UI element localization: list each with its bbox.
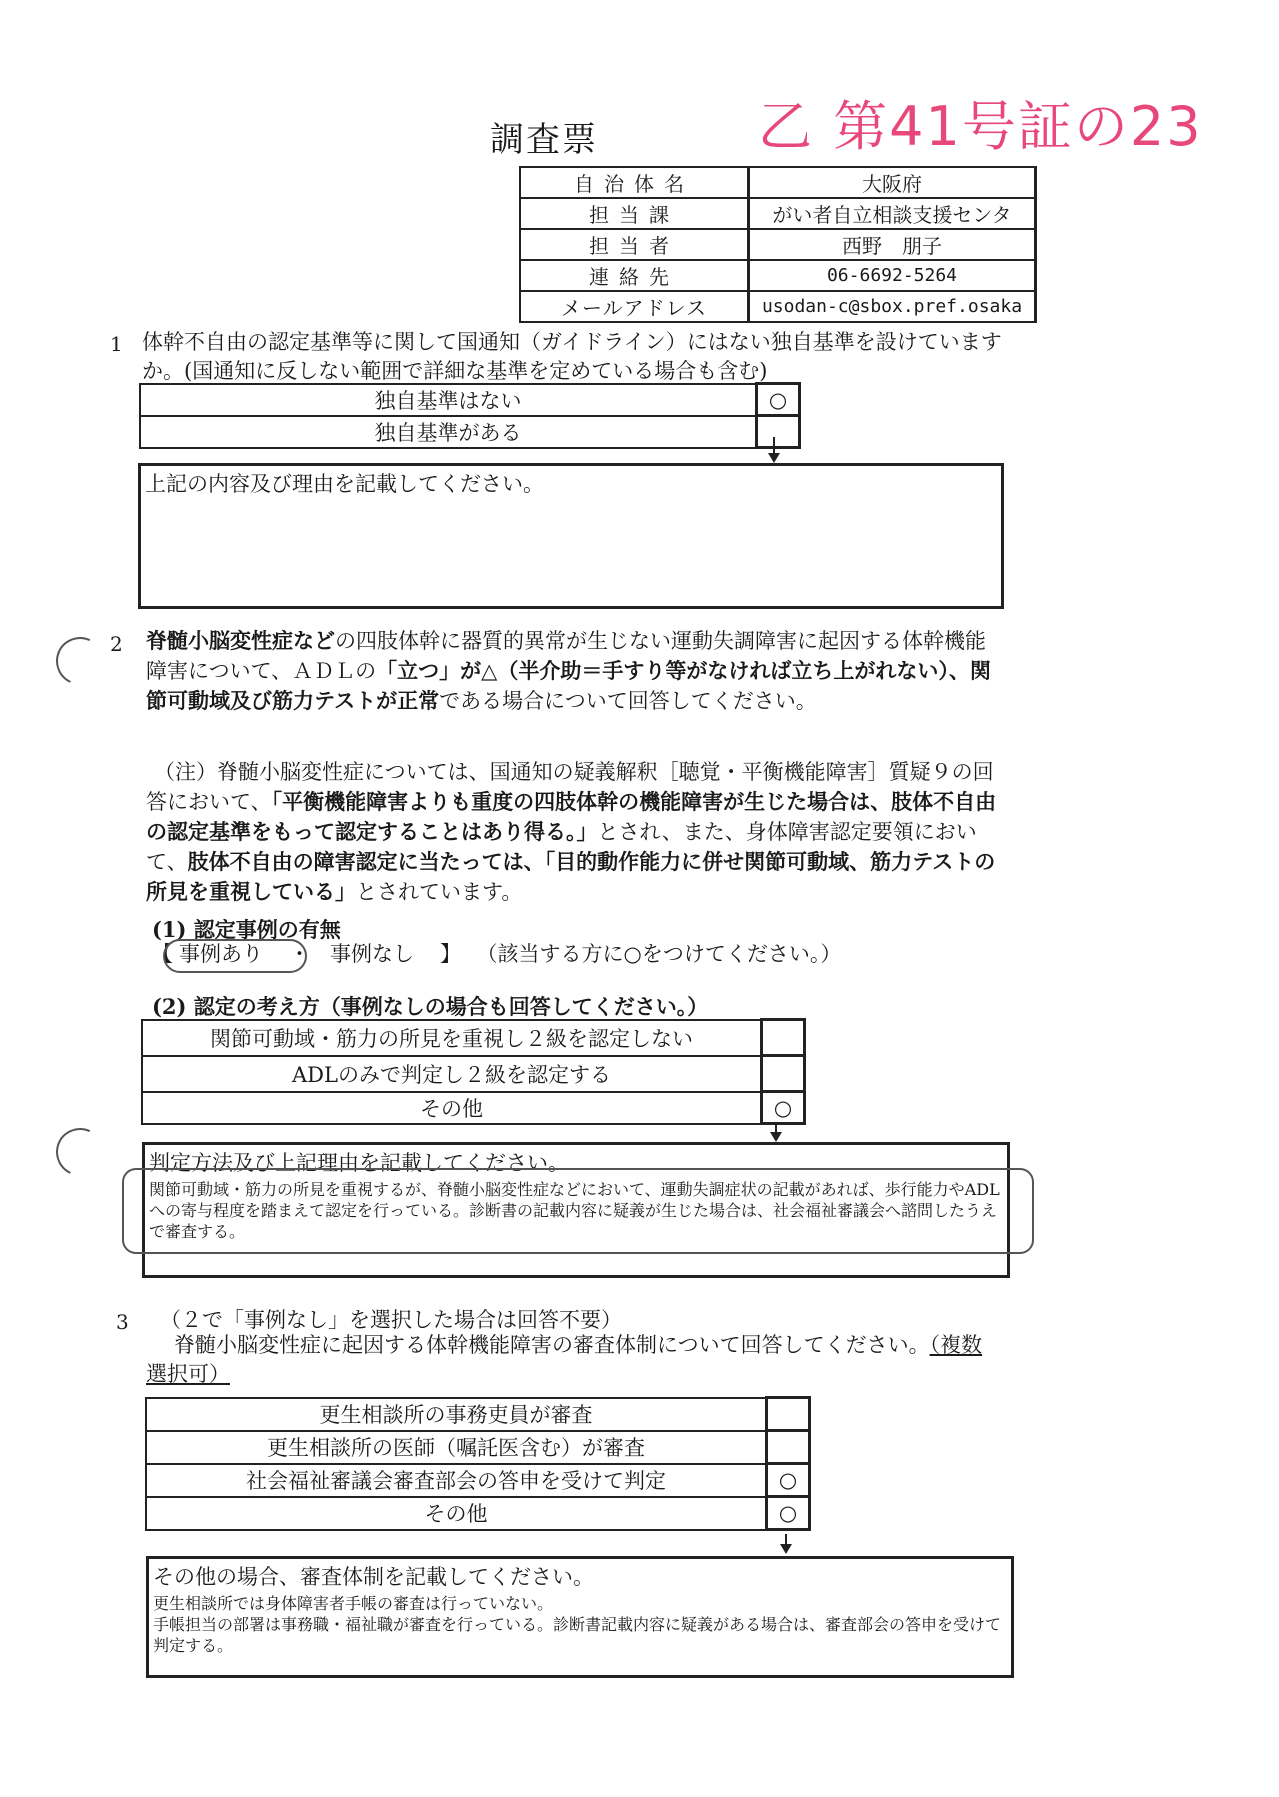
q2-box-answer: 関節可動域・筋力の所見を重視するが、脊髄小脳変性症などにおいて、運動失調症状の記載があれば、歩行能力やADLへの寄与程度を踏まえて認定を行っている。診断書の記載内容に疑義が生じた場合は、社会福祉審議会へ諮問したうえで審査する。 bbox=[149, 1180, 1000, 1241]
info-row-department: 担当課 がい者自立相談支援センタ bbox=[520, 198, 1036, 229]
q3-option-row: 社会福祉審議会審査部会の答申を受けて判定 ○ bbox=[146, 1464, 810, 1497]
q1-arrow-head bbox=[768, 453, 780, 463]
q3-answer-box[interactable] bbox=[146, 1556, 1014, 1678]
punch-hole bbox=[49, 630, 111, 692]
q3-arrow-head bbox=[780, 1544, 792, 1554]
phone-value: 06-6692-5264 bbox=[749, 260, 1036, 291]
q3-box-answer-1: 更生相談所では身体障害者手帳の審査は行っていない。 bbox=[153, 1594, 554, 1613]
q3-condition: （２で「事例なし」を選択した場合は回答不要） bbox=[160, 1308, 622, 1332]
email-value: usodan-c@sbox.pref.osaka bbox=[749, 291, 1036, 322]
selected-choice-oval bbox=[163, 939, 307, 973]
q1-option-mark[interactable] bbox=[757, 416, 800, 448]
q2-choice-yes[interactable]: 事例あり bbox=[179, 942, 263, 966]
q2-option-mark[interactable] bbox=[762, 1020, 805, 1056]
q3-option-row: その他 ○ bbox=[146, 1497, 810, 1530]
q1-text: 体幹不自由の認定基準等に関して国通知（ガイドライン）にはない独自基準を設けていますか。(国通知に反しない範囲で詳細な基準を定めている場合も含む) bbox=[142, 330, 1002, 383]
q2-choice-no[interactable]: 事例なし bbox=[330, 942, 414, 966]
q3-options-table bbox=[145, 1396, 811, 1531]
q3-option-mark[interactable]: ○ bbox=[767, 1497, 810, 1530]
info-row-municipality: 自治体名 大阪府 bbox=[520, 167, 1036, 198]
person-value: 西野 朋子 bbox=[749, 229, 1036, 260]
q2-option-mark[interactable]: ○ bbox=[762, 1092, 805, 1124]
page-title: 調査票 bbox=[490, 120, 598, 160]
q2-option-row: その他 ○ bbox=[142, 1092, 805, 1124]
q1-number: 1 bbox=[110, 332, 123, 356]
q2-sub1-choices: 【 事例あり ・ 事例なし 】 （該当する方に○をつけてください。） bbox=[152, 942, 842, 966]
q1-answer-box[interactable] bbox=[138, 463, 1004, 609]
q3-box-label: その他の場合、審査体制を記載してください。 bbox=[153, 1565, 594, 1589]
q3-option-row: 更生相談所の事務吏員が審査 bbox=[146, 1398, 810, 1431]
answer-highlight-oval bbox=[122, 1168, 1034, 1254]
q2-note: （注）脊髄小脳変性症については、国通知の疑義解釈［聴覚・平衡機能障害］質疑９の回答において、「平衡機能障害よりも重度の四肢体幹の機能障害が生じた場合は、肢体不自由の認定基準をもって認定することはあり得る。」とされ、また、身体障害認定要領において、肢体不自由の障害認定に当たっては、「目的動作能力に併せ関節可動域、筋力テストの所見を重視している」とされています。 bbox=[146, 760, 997, 904]
q1-option-row: 独自基準がある bbox=[140, 416, 800, 448]
info-row-contact: 連絡先 06-6692-5264 bbox=[520, 260, 1036, 291]
municipality-value: 大阪府 bbox=[749, 167, 1036, 198]
q3-number: 3 bbox=[116, 1310, 129, 1334]
info-row-person: 担当者 西野 朋子 bbox=[520, 229, 1036, 260]
exhibit-stamp: 乙 第41号証の23 bbox=[758, 95, 1203, 158]
q1-box-label: 上記の内容及び理由を記載してください。 bbox=[145, 472, 544, 496]
department-value: がい者自立相談支援センタ bbox=[749, 198, 1036, 229]
q2-text: 脊髄小脳変性症などの四肢体幹に器質的異常が生じない運動失調障害に起因する体幹機能障害について、ＡＤＬの「立つ」が△（半介助＝手すり等がなければ立ち上がれない）、関節可動域及び筋力テストが正常である場合について回答してください。 bbox=[146, 628, 991, 713]
punch-hole bbox=[49, 1121, 111, 1183]
q3-box-answer-2: 手帳担当の部署は事務職・福祉職が審査を行っている。診断書記載内容に疑義がある場合は、審査部会の答申を受けて判定する。 bbox=[153, 1615, 1002, 1655]
q2-sub2-heading: (2) 認定の考え方（事例なしの場合も回答してください。） bbox=[152, 994, 709, 1019]
q2-box-label: 判定方法及び上記理由を記載してください。 bbox=[149, 1151, 569, 1175]
q2-options-table bbox=[141, 1018, 806, 1125]
q3-option-mark[interactable] bbox=[767, 1398, 810, 1431]
q3-text: 脊髄小脳変性症に起因する体幹機能障害の審査体制について回答してください。（複数選択可） bbox=[146, 1333, 983, 1386]
q3-option-mark[interactable]: ○ bbox=[767, 1464, 810, 1497]
q1-option-row: 独自基準はない ○ bbox=[140, 384, 800, 416]
q2-number: 2 bbox=[110, 632, 123, 656]
q1-option-mark[interactable]: ○ bbox=[757, 384, 800, 416]
q2-arrow-head bbox=[770, 1132, 782, 1142]
q1-options-table bbox=[139, 382, 801, 449]
q2-option-mark[interactable] bbox=[762, 1056, 805, 1092]
q2-option-row: ADLのみで判定し２級を認定する bbox=[142, 1056, 805, 1092]
q3-option-mark[interactable] bbox=[767, 1431, 810, 1464]
q2-option-row: 関節可動域・筋力の所見を重視し２級を認定しない bbox=[142, 1020, 805, 1056]
respondent-info-table bbox=[519, 166, 1037, 323]
q3-option-row: 更生相談所の医師（嘱託医含む）が審査 bbox=[146, 1431, 810, 1464]
q2-sub1-heading: (1) 認定事例の有無 bbox=[152, 917, 341, 942]
info-row-email: メールアドレス usodan-c@sbox.pref.osaka bbox=[520, 291, 1036, 322]
